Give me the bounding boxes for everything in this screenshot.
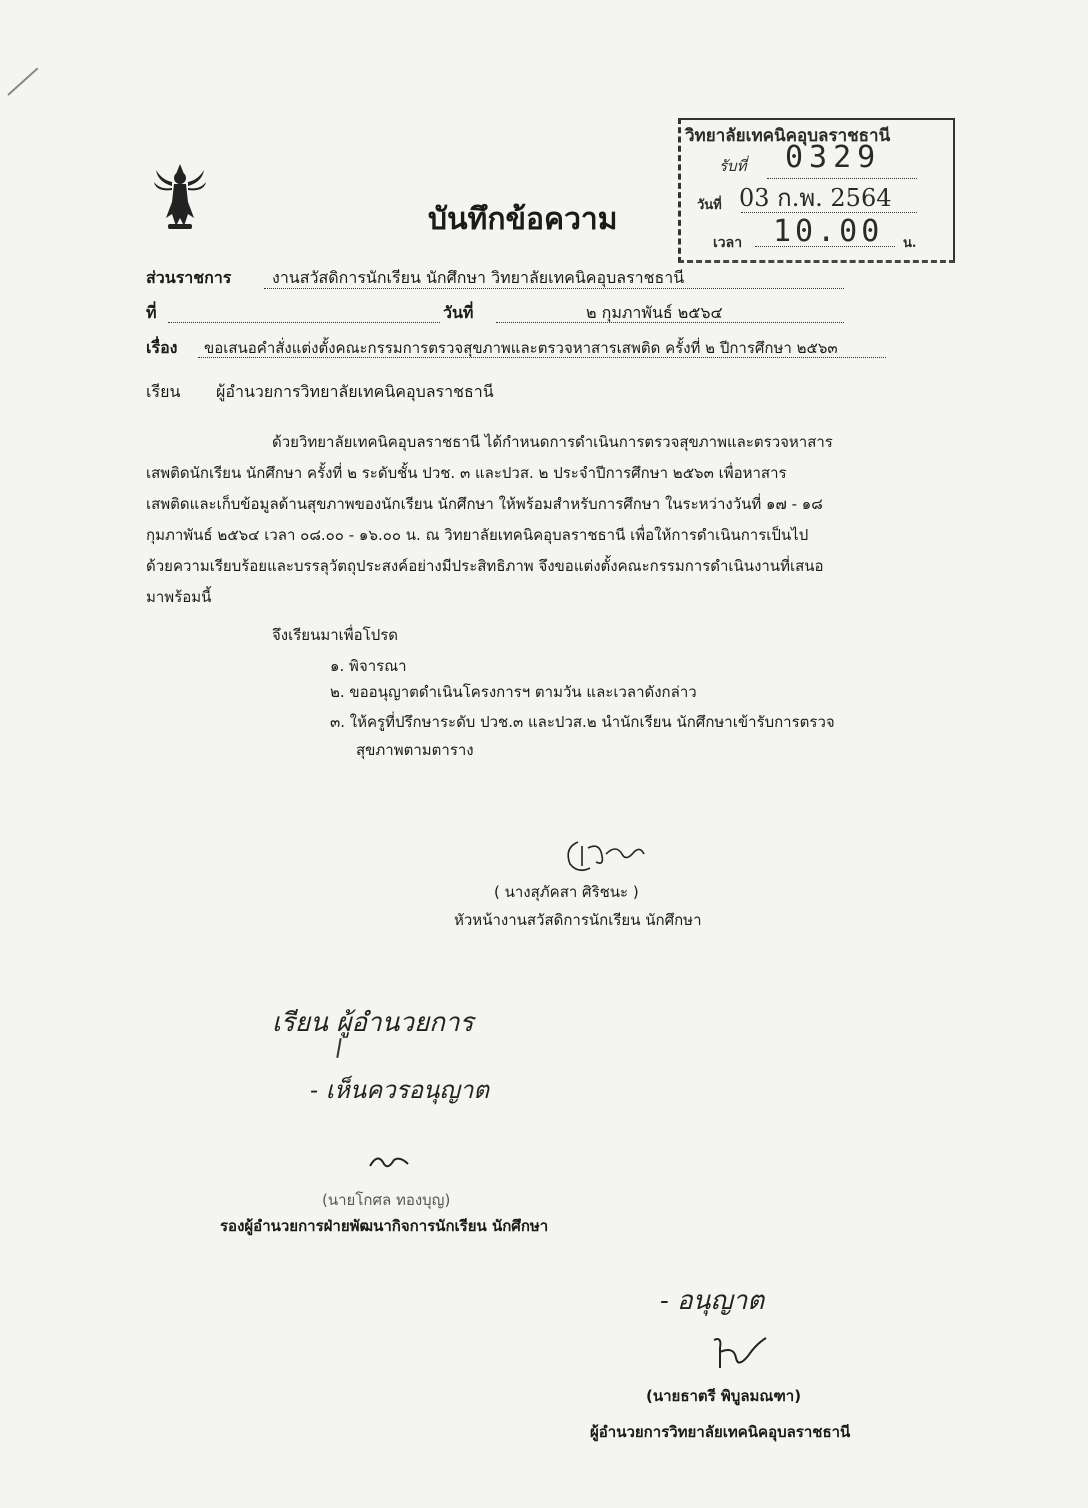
director-note: - อนุญาต bbox=[660, 1286, 765, 1316]
stamp-received-no: 0329 bbox=[785, 140, 882, 175]
ref-dotline bbox=[168, 322, 440, 323]
scan-mark bbox=[7, 67, 38, 95]
memo-title: บันทึกข้อความ bbox=[428, 202, 618, 237]
receiving-stamp bbox=[678, 118, 955, 263]
request-item-1: ๑. พิจารณา bbox=[330, 657, 407, 675]
agency-label: ส่วนราชการ bbox=[146, 268, 232, 287]
signer3-name: (นายธาตรี พิบูลมณฑา) bbox=[646, 1387, 802, 1405]
closing-text: จึงเรียนมาเพื่อโปรด bbox=[272, 626, 399, 644]
date-value: ๒ กุมภาพันธ์ ๒๕๖๔ bbox=[586, 303, 723, 322]
salutation-label: เรียน bbox=[146, 382, 181, 401]
body-line-6: มาพร้อมนี้ bbox=[146, 588, 212, 606]
body-line-4: กุมภาพันธ์ ๒๕๖๔ เวลา ๐๘.๐๐ - ๑๖.๐๐ น. ณ วิทยาลัยเทคนิคอุบลราชธานี เพื่อให้การดำเนินการเป็นไป bbox=[146, 526, 809, 544]
request-item-3-cont: สุขภาพตามตาราง bbox=[356, 741, 474, 759]
stamp-received-label: รับที่ bbox=[719, 157, 747, 175]
signer2-position: รองผู้อำนวยการฝ่ายพัฒนากิจการนักเรียน นักศึกษา bbox=[220, 1217, 549, 1235]
subject-value: ขอเสนอคำสั่งแต่งตั้งคณะกรรมการตรวจสุขภาพและตรวจหาสารเสพติด ครั้งที่ ๒ ปีการศึกษา ๒๕๖๓ bbox=[204, 339, 838, 357]
signer2-name: (นายโกศล ทองบุญ) bbox=[322, 1191, 451, 1209]
signer3-position: ผู้อำนวยการวิทยาลัยเทคนิคอุบลราชธานี bbox=[590, 1423, 851, 1441]
signer1-position: หัวหน้างานสวัสดิการนักเรียน นักศึกษา bbox=[454, 911, 702, 929]
agency-value: งานสวัสดิการนักเรียน นักศึกษา วิทยาลัยเทคนิคอุบลราชธานี bbox=[272, 268, 685, 287]
handwritten-note-1: เรียน ผู้อำนวยการ bbox=[272, 1008, 474, 1038]
body-line-2: เสพติดนักเรียน นักศึกษา ครั้งที่ ๒ ระดับชั้น ปวช. ๓ และปวส. ๒ ประจำปีการศึกษา ๒๕๖๓ เพื่อหาสาร bbox=[146, 464, 787, 482]
body-line-5: ด้วยความเรียบร้อยและบรรลุวัตถุประสงค์อย่างมีประสิทธิภาพ จึงขอแต่งตั้งคณะกรรมการดำเนินงานที่เสนอ bbox=[146, 557, 824, 575]
handwritten-note-2: - เห็นควรอนุญาต bbox=[310, 1076, 489, 1104]
body-line-1: ด้วยวิทยาลัยเทคนิคอุบลราชธานี ได้กำหนดการดำเนินการตรวจสุขภาพและตรวจหาสาร bbox=[272, 433, 833, 451]
ref-label: ที่ bbox=[146, 303, 157, 322]
request-item-2: ๒. ขออนุญาตดำเนินโครงการฯ ตามวัน และเวลาดังกล่าว bbox=[330, 683, 697, 701]
request-item-3: ๓. ให้ครูที่ปรึกษาระดับ ปวช.๓ และปวส.๒ นำนักเรียน นักศึกษาเข้ารับการตรวจ bbox=[330, 713, 835, 731]
stamp-date-label: วันที่ bbox=[697, 198, 722, 213]
body-line-3: เสพติดและเก็บข้อมูลด้านสุขภาพของนักเรียน นักศึกษา ให้พร้อมสำหรับการศึกษา ในระหว่างวันที่ ๑๗ - ๑๘ bbox=[146, 495, 823, 513]
stamp-org: วิทยาลัยเทคนิคอุบลราชธานี bbox=[685, 126, 891, 146]
stamp-time-unit: น. bbox=[903, 236, 917, 251]
garuda-emblem-icon bbox=[152, 162, 208, 232]
salutation-value: ผู้อำนวยการวิทยาลัยเทคนิคอุบลราชธานี bbox=[216, 382, 494, 401]
signature-1 bbox=[560, 834, 650, 878]
signer1-name: ( นางสุภัคสา ศิริชนะ ) bbox=[494, 883, 639, 901]
signature-3 bbox=[708, 1332, 772, 1376]
subject-label: เรื่อง bbox=[146, 338, 178, 357]
stamp-time-value: 10.00 bbox=[773, 214, 884, 249]
stamp-date-value: 03 ก.พ. 2564 bbox=[739, 184, 892, 212]
stamp-time-label: เวลา bbox=[713, 235, 743, 251]
date-label: วันที่ bbox=[443, 303, 474, 322]
signature-2 bbox=[364, 1150, 414, 1174]
